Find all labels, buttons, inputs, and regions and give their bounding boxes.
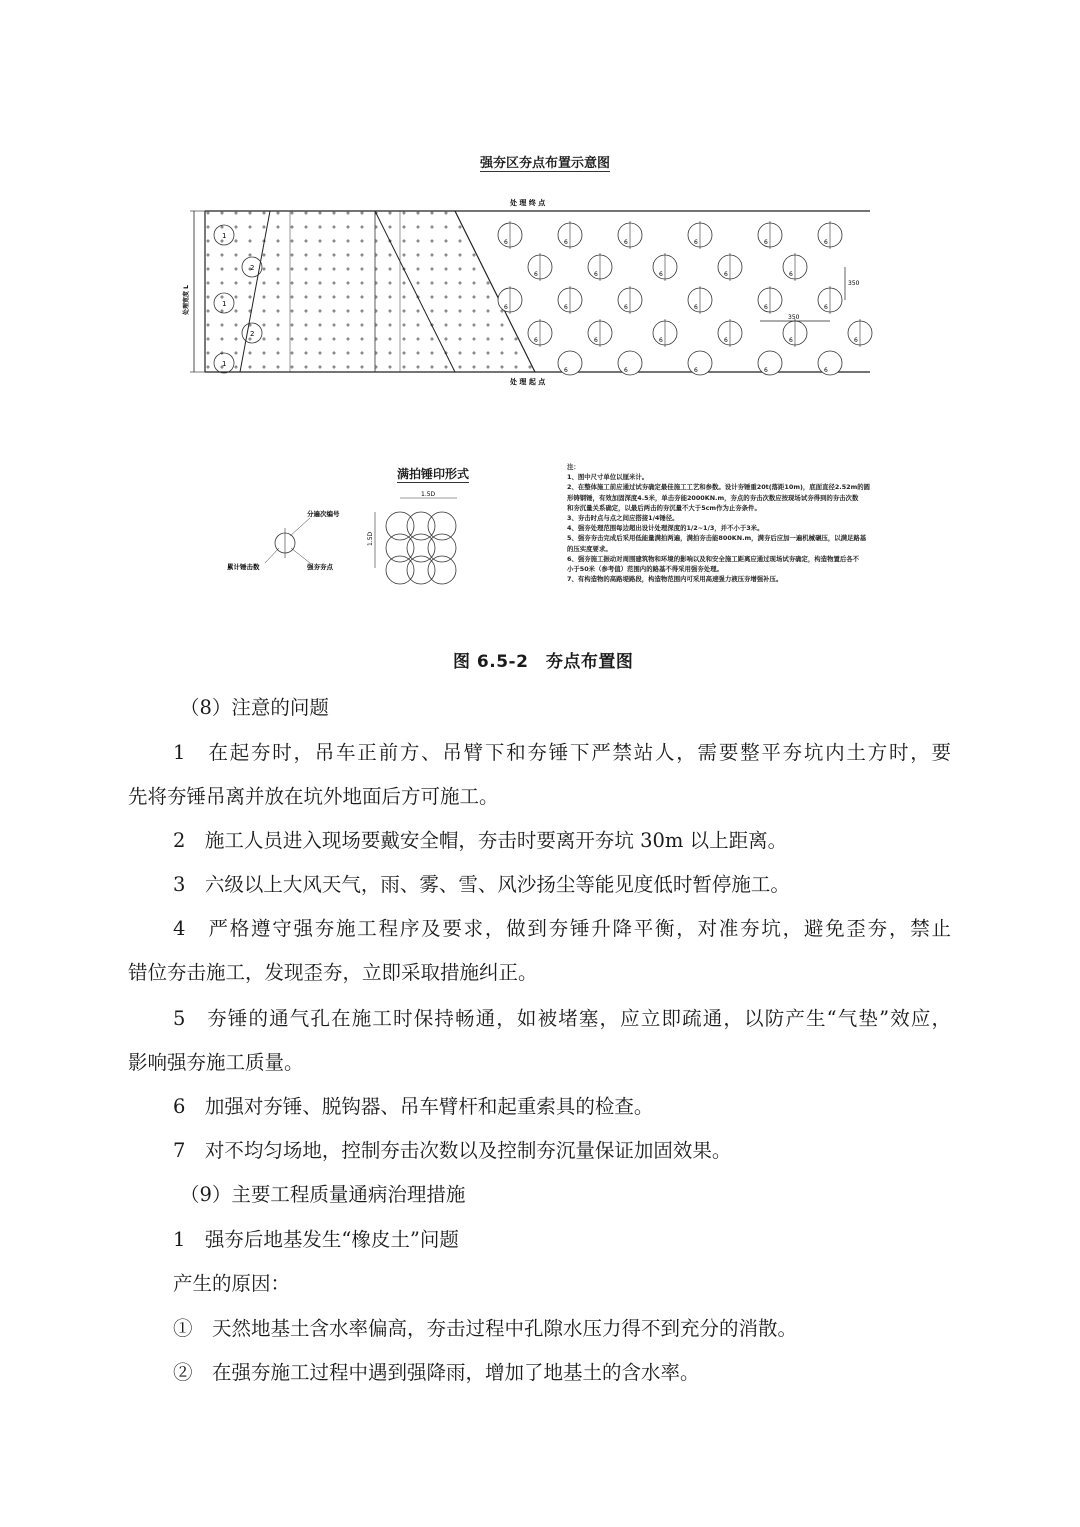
tamp-point-label: 6 [694, 304, 698, 311]
tamp-point-label: 6 [564, 239, 568, 246]
tamp-point-label: 6 [659, 337, 663, 344]
para-3: 3 六级以上大风天气，雨、雾、雪、风沙扬尘等能见度低时暂停施工。 [173, 873, 790, 896]
para-7: 7 对不均匀场地，控制夯击次数以及控制夯沉量保证加固效果。 [173, 1139, 732, 1162]
para-5-line-2: 影响强夯施工质量。 [128, 1051, 304, 1074]
dim-spacing-label: 350 [788, 314, 800, 321]
note-line: 的压实度要求。 [567, 544, 612, 553]
label-pass: 分遍次编号 [307, 510, 340, 518]
note-line: 5、强夯夯击完成后采用低能量满拍两遍，满拍夯击能800KN.m，满夯后应加一遍机械碾压，以满足路基 [567, 534, 867, 543]
para-1-line-2: 先将夯锤吊离并放在坑外地面后方可施工。 [128, 785, 499, 808]
title-underline [480, 171, 610, 172]
tamp-point-label: 6 [504, 304, 508, 311]
tamp-point-label: 6 [564, 304, 568, 311]
tamp-point-label: 6 [504, 239, 508, 246]
note-line: 3、夯击时点与点之间应搭接1/4锤径。 [567, 514, 679, 523]
note-line: 小于50米（参考值）范围内的路基不得采用强夯处理。 [567, 565, 723, 574]
tamp-point-label: 6 [534, 337, 538, 344]
tamp-point-label: 1 [222, 300, 227, 308]
notes-heading: 注： [567, 463, 580, 471]
tamp-point-label: 6 [594, 337, 598, 344]
tamp-point-label: 6 [764, 367, 768, 374]
top-label: 处 理 终 点 [510, 199, 546, 207]
figure-caption: 图 6.5-2 夯点布置图 [453, 652, 634, 672]
para-2: 2 施工人员进入现场要戴安全帽，夯击时要离开夯坑 30m 以上距离。 [173, 829, 788, 852]
tamp-point-label: 2 [250, 330, 255, 338]
label-point: 强夯夯点 [307, 563, 333, 571]
para-1-line-1: 1 在起夯时，吊车正前方、吊臂下和夯锤下严禁站人，需要整平夯坑内土方时，要 [173, 741, 951, 764]
dim-vertical-label: 350 [848, 280, 860, 287]
notes-block [567, 462, 897, 584]
para-4-line-2: 错位夯击施工，发现歪夯，立即采取措施纠正。 [128, 961, 538, 984]
side-label: 处理宽度 L [183, 285, 190, 315]
tamp-point-label: 6 [694, 239, 698, 246]
tamp-point-label: 6 [624, 239, 628, 246]
tamp-point-label: 6 [789, 271, 793, 278]
tamp-point-label: 6 [764, 304, 768, 311]
problem-1: 1 强夯后地基发生“橡皮土”问题 [173, 1228, 459, 1251]
note-line: 4、强夯处理范围每边超出设计处理深度的1/2~1/3，并不小于3米。 [567, 524, 764, 533]
para-6: 6 加强对夯锤、脱钩器、吊车臂杆和起重索具的检查。 [173, 1095, 654, 1118]
para-5-line-1: 5 夯锤的通气孔在施工时保持畅通，如被堵塞，应立即疏通，以防产生“气垫”效应， [173, 1007, 951, 1030]
tamp-point-label: 6 [824, 304, 828, 311]
tamp-point-label: 1 [222, 232, 227, 240]
note-line: 2、在整体施工前应通过试夯确定最佳施工工艺和参数。设计夯锤重20t(落距10m)，底面直径2.52m的圆 [567, 483, 871, 492]
legend-dim-h: 1.5D [421, 491, 436, 498]
tamp-point-label: 6 [789, 337, 793, 344]
section-heading-9: （9）主要工程质量通病治理措施 [180, 1183, 466, 1206]
figure-title: 强夯区夯点布置示意图 [480, 156, 611, 171]
bottom-label: 处 理 起 点 [510, 378, 546, 386]
tamp-point-label: 6 [724, 337, 728, 344]
tamp-point-label: 6 [659, 271, 663, 278]
tamp-point-label: 6 [594, 271, 598, 278]
legend-diagram [225, 488, 485, 608]
note-line: 1、图中尺寸单位以厘米计。 [567, 473, 649, 482]
tamp-point-label: 6 [564, 367, 568, 374]
tamp-point-label: 6 [824, 239, 828, 246]
cause-1: ① 天然地基土含水率偏高，夯击过程中孔隙水压力得不到充分的消散。 [173, 1317, 798, 1340]
section-heading-8: （8）注意的问题 [180, 696, 329, 719]
note-line: 和夯沉量关系确定，以最后两击的夯沉量不大于5cm作为止夯条件。 [567, 503, 761, 512]
cause-2: ② 在强夯施工过程中遇到强降雨，增加了地基土的含水率。 [173, 1361, 700, 1384]
legend-title-underline [397, 482, 469, 483]
tamp-point-label: 6 [534, 271, 538, 278]
para-4-line-1: 4 严格遵守强夯施工程序及要求，做到夯锤升降平衡，对准夯坑，避免歪夯，禁止 [173, 917, 951, 940]
tamp-point-label: 6 [624, 304, 628, 311]
tamp-point-label: 6 [724, 271, 728, 278]
note-line: 6、强夯施工振动对周围建筑物和环境的影响以及和安全施工距离应通过现场试夯确定，构造物置后各不 [567, 554, 860, 563]
tamp-point-label: 1 [222, 360, 227, 368]
tamp-point-label: 6 [764, 239, 768, 246]
tamping-layout-diagram [180, 185, 880, 390]
cause-heading: 产生的原因： [173, 1272, 291, 1295]
tamp-point-label: 6 [854, 337, 858, 344]
tamp-point-label: 6 [624, 367, 628, 374]
legend-dim-v: 1.5D [367, 531, 374, 546]
legend-title: 满拍锤印形式 [397, 467, 470, 481]
label-total: 累计锤击数 [227, 563, 260, 571]
tamp-point-label: 2 [250, 264, 255, 272]
note-line: 形铸钢锤，有效加固深度4.5米，单击夯能2000KN.m，夯点的夯击次数应按现场试夯得到的夯击次数 [567, 493, 859, 502]
tamp-point-label: 6 [824, 367, 828, 374]
tamp-point-label: 6 [694, 367, 698, 374]
note-line: 7、有构造物的高路堤路段，构造物范围内可采用高速强力液压夯增强补压。 [567, 575, 783, 584]
